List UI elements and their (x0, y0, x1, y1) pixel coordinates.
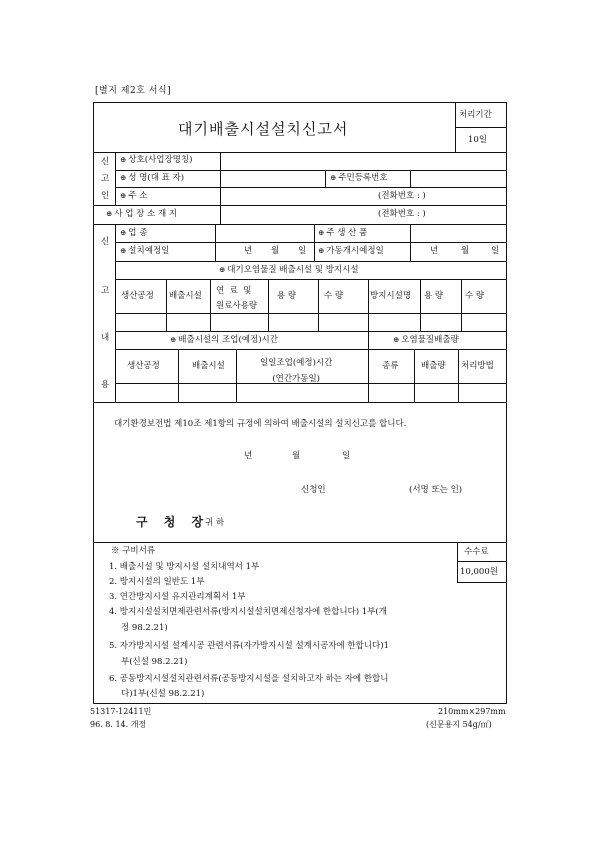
divider (457, 542, 458, 582)
emission-col-header: 연 료 및 원료사용량 (216, 286, 258, 312)
circled-marker-icon: ⊕ (120, 191, 127, 200)
applicant-sign-note: (서명 또는 인) (409, 485, 463, 495)
revision-note: 96. 8. 14. 개정 (90, 720, 147, 729)
emission-col-header: 용 량 (277, 291, 297, 301)
content-side-char: 고 (101, 286, 110, 296)
content-side-char: 신 (101, 237, 110, 247)
divider (115, 242, 506, 243)
emission-section-text: 대기오염물질 배출시설 및 방지시설 (227, 265, 359, 275)
business-name-text: 상호(사업장명칭) (128, 155, 193, 165)
install-date-text: 설치예정일 (128, 246, 170, 256)
industry-label (120, 229, 147, 238)
operation-section-title (170, 336, 278, 345)
site-address-phone: (전화번호 : ) (378, 209, 426, 219)
content-side-char: 내 (101, 333, 110, 343)
divider (115, 261, 506, 262)
operate-year-label: 년 (430, 246, 439, 256)
circled-marker-icon: ⊕ (106, 209, 113, 218)
site-address-text: 사 업 장 소 재 지 (114, 209, 178, 219)
operation-col-header: 배출량 (421, 361, 446, 371)
document-item: 4. 방지시설설치면제관련서류(방지시설설치면제신청자에 한합니다) 1부(개 (109, 607, 387, 617)
address-field[interactable] (221, 188, 505, 204)
main-product-label (318, 229, 367, 238)
document-item: 6. 공동방지시설설치관련서류(공동방지시설을 설치하고자 하는 자에 한합니 (109, 674, 389, 684)
circled-marker-icon: ⊕ (120, 155, 127, 164)
operation-col-header: 배출시설 (192, 361, 225, 371)
resident-no-field[interactable] (411, 171, 505, 186)
operate-month-label: 월 (461, 246, 470, 256)
recipient-name: 구 청 장 (136, 515, 210, 529)
pollutant-section-text: 오염물질배출량 (401, 335, 459, 345)
operate-date-label (318, 247, 384, 256)
statement-text: 대기환경보전법 제10조 제1항의 규정에 의하여 배출시설의 설치신고를 합니다. (114, 419, 407, 429)
representative-field[interactable] (221, 171, 324, 186)
applicant-side-char: 고 (101, 174, 110, 184)
document-item: 5. 자가방지시설 설계시공 관련서류(자가방지시설 설계시공자에 한합니다)1 (109, 641, 389, 651)
divider (455, 127, 506, 128)
document-item-cont: 다)1부(신설 98.2.21) (121, 689, 205, 699)
applicant-side-char: 인 (101, 191, 110, 201)
main-product-text: 주 생 산 품 (326, 228, 368, 238)
circled-marker-icon: ⊕ (219, 265, 226, 274)
emission-col-header: 배출시설 (169, 291, 202, 301)
install-month-label: 월 (271, 246, 280, 256)
operation-data-row[interactable] (116, 384, 505, 401)
representative-text: 성 명(대 표 자) (128, 173, 185, 183)
operate-date-text: 가동개시예정일 (326, 246, 384, 256)
circled-marker-icon: ⊕ (318, 246, 325, 255)
circled-marker-icon: ⊕ (120, 246, 127, 255)
circled-marker-icon: ⊕ (170, 335, 177, 344)
install-day-label: 일 (298, 246, 307, 256)
divider (115, 349, 506, 350)
document-item-cont: 정 98.2.21) (121, 623, 168, 633)
main-product-field[interactable] (411, 225, 505, 241)
operation-col-header: 일일조업(예정)시간 (연간가동일) (260, 358, 333, 385)
recipient-suffix: 귀 하 (205, 518, 225, 528)
paper-spec: (신문용지 54g/㎡) (426, 720, 492, 729)
signature-field[interactable] (330, 482, 400, 496)
circled-marker-icon: ⊕ (318, 228, 325, 237)
operation-col-header: 종류 (382, 361, 399, 371)
divider (115, 152, 116, 205)
divider (457, 582, 506, 583)
pollutant-section-title (393, 336, 459, 345)
circled-marker-icon: ⊕ (120, 228, 127, 237)
document-item: 1. 배출시설 및 방지시설 설치내역서 1부 (109, 562, 260, 572)
date-year-label: 년 (244, 451, 253, 461)
business-name-label (120, 156, 192, 165)
operation-col-header: 생산공정 (127, 361, 160, 371)
form-code: 51317-12411민 (90, 707, 152, 716)
processing-period-value: 10일 (468, 135, 488, 145)
document-item-cont: 부(신설 98.2.21) (121, 657, 188, 667)
business-name-field[interactable] (221, 153, 505, 169)
divider (93, 542, 506, 543)
circled-marker-icon: ⊕ (120, 173, 127, 182)
operation-section-text: 배출시설의 조업(예정)시간 (178, 335, 278, 345)
date-month-label: 월 (292, 451, 301, 461)
emission-col-header: 수 량 (465, 291, 485, 301)
operation-col-header: 처리방법 (461, 361, 494, 371)
divider (457, 561, 506, 562)
form-title: 대기배출시설설치신고서 (178, 120, 349, 138)
site-address-field[interactable] (221, 206, 505, 223)
date-day-label: 일 (342, 451, 351, 461)
emission-col-header: 방지시설명 (370, 291, 412, 301)
emission-col-header: 용 량 (424, 291, 444, 301)
address-label (120, 192, 147, 201)
address-phone: (전화번호 : ) (378, 191, 426, 201)
documents-header: ※ 구비서류 (111, 546, 156, 556)
divider (93, 402, 506, 403)
install-year-label: 년 (244, 246, 253, 256)
industry-text: 업 종 (128, 228, 148, 238)
address-text: 주 소 (128, 191, 148, 201)
divider (325, 170, 326, 187)
applicant-sign-label: 신청인 (301, 485, 326, 495)
document-item: 3. 연간방지시설 유지관리계획서 1부 (109, 592, 246, 602)
applicant-side-char: 신 (101, 157, 110, 167)
content-side-char: 용 (101, 380, 110, 390)
divider (115, 331, 506, 332)
emission-data-row[interactable] (116, 314, 505, 330)
processing-period-label: 처리기간 (459, 110, 492, 120)
divider (314, 224, 315, 261)
fee-label: 수수료 (464, 547, 489, 557)
document-item: 2. 방지시설의 일반도 1부 (109, 577, 205, 587)
circled-marker-icon: ⊕ (330, 173, 337, 182)
circled-marker-icon: ⊕ (393, 335, 400, 344)
resident-no-text: 주민등록번호 (338, 173, 388, 183)
fee-value: 10,000원 (460, 567, 498, 577)
divider (115, 279, 506, 280)
install-date-label (120, 247, 169, 256)
site-address-label (106, 210, 177, 219)
emission-section-title (219, 266, 359, 275)
representative-label (120, 174, 184, 183)
emission-col-header: 수 량 (324, 291, 344, 301)
emission-col-header: 생산공정 (121, 291, 154, 301)
form-annex-label: [별지 제2호 서식] (95, 86, 172, 96)
operate-day-label: 일 (491, 246, 500, 256)
industry-field[interactable] (216, 225, 313, 241)
paper-size: 210mm×297mm (438, 707, 506, 716)
resident-no-label (330, 174, 388, 183)
